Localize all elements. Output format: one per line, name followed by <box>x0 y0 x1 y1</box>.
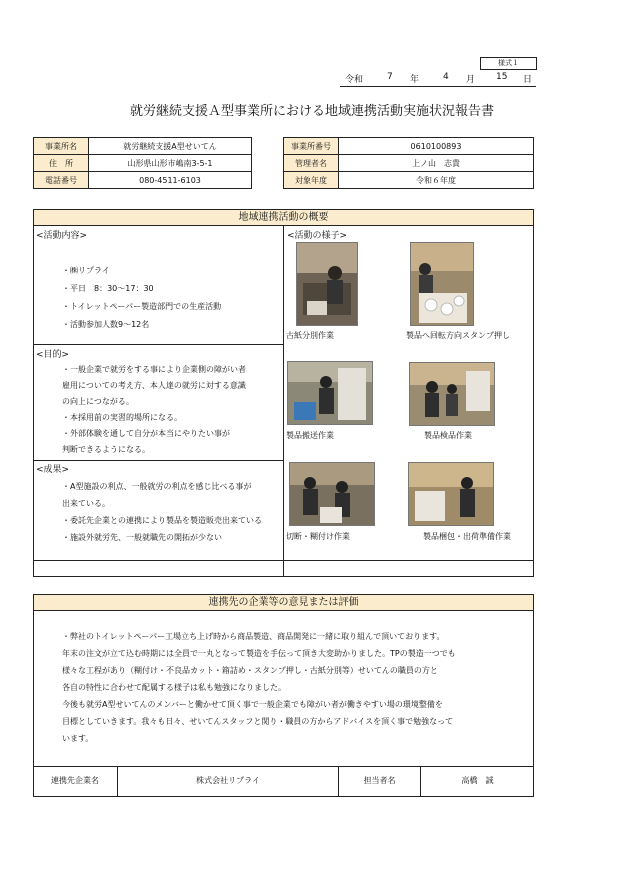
activity-photo <box>410 242 474 326</box>
evaluation-line: 様々な工程があり（糊付け・不良品カット・箱詰め・スタンプ押し・古紙分別等）せいてんの職員の方と <box>62 666 438 675</box>
list-item: ・トイレットペーパー製造部門での生産活動 <box>62 302 222 311</box>
address: 山形県山形市嶋南3-5-1 <box>89 155 252 172</box>
list-item: ・一般企業で就労をする事により企業側の障がい者 <box>62 365 246 374</box>
form-number: 様式１ <box>498 59 519 67</box>
activity-content-label: <活動内容> <box>36 231 88 241</box>
result-label: <成果> <box>36 465 70 475</box>
office-number-label: 事業所番号 <box>284 138 339 155</box>
date-month: 4 <box>443 72 449 82</box>
list-item: ・活動参加人数9～12名 <box>62 320 150 329</box>
purpose-label: <目的> <box>36 350 70 360</box>
photo-caption: 古紙分別作業 <box>286 331 334 340</box>
cutting-photo <box>290 463 374 525</box>
evaluation-line: 各自の特性に合わせて配属する様子は私も勉強になりました。 <box>62 683 286 692</box>
photo-caption: 製品梱包・出荷準備作業 <box>423 532 511 541</box>
manager: 上ノ山 志貴 <box>339 155 534 172</box>
transport-photo <box>288 362 372 424</box>
date-year: 7 <box>387 72 393 82</box>
activity-photo <box>289 462 375 526</box>
stamping-photo <box>411 243 473 325</box>
list-item: 判断できるようになる。 <box>62 445 150 454</box>
list-item: 雇用についての考え方、本人達の就労に対する意識 <box>62 381 246 390</box>
office-info-table-right <box>283 137 534 189</box>
list-item: ・施設外就労先、一般就職先の開拓が少ない <box>62 533 222 542</box>
photo-caption: 製品搬送作業 <box>286 431 334 440</box>
address-label: 住 所 <box>34 155 89 172</box>
date-era: 令和 <box>345 75 364 85</box>
date-month-unit: 月 <box>466 75 476 85</box>
target-year: 令和６年度 <box>339 172 534 189</box>
phone: 080-4511-6103 <box>89 172 252 189</box>
paper-sorting-photo <box>297 243 357 325</box>
photo-caption: 製品へ回転方向スタンプ押し <box>406 331 510 340</box>
purpose-list <box>62 362 246 458</box>
form-number-box <box>480 57 537 70</box>
photo-caption: 製品検品作業 <box>424 431 472 440</box>
list-item: 出来ている。 <box>62 499 110 508</box>
activity-photo <box>287 361 373 425</box>
office-name: 就労継続支援A型せいてん <box>89 138 252 155</box>
report-date <box>340 72 536 86</box>
contact-person-label: 担当者名 <box>363 776 396 785</box>
activity-content-list <box>62 262 221 334</box>
evaluation-line: 目標としていきます。我々も日々、せいてんスタッフと関り・職員の方からアドバイスを頂く事で勉強なって <box>62 717 454 726</box>
date-year-unit: 年 <box>410 75 420 85</box>
partner-company: 株式会社リプライ <box>196 776 260 785</box>
evaluation-line: ・弊社のトイレットペーパー工場立ち上げ時から商品製造、商品開発に一緒に取り組んで頂いております。 <box>62 632 445 641</box>
page-title: 就労継続支援Ａ型事業所における地域連携活動実施状況報告書 <box>129 104 494 119</box>
manager-label: 管理者名 <box>284 155 339 172</box>
activity-photo <box>409 362 495 426</box>
evaluation-header: 連携先の企業等の意見または評価 <box>33 594 534 611</box>
packing-photo <box>409 463 493 525</box>
target-year-label: 対象年度 <box>284 172 339 189</box>
photo-caption: 切断・糊付け作業 <box>286 532 350 541</box>
list-item: ・㈱リプライ <box>62 266 110 275</box>
photos-label: <活動の様子> <box>287 231 348 241</box>
partner-company-label: 連携先企業名 <box>51 776 99 785</box>
list-item: ・外部体験を通して自分が本当にやりたい事が <box>62 429 230 438</box>
list-item: ・平日 8：30～17：30 <box>62 284 154 293</box>
list-item: ・A型施設の利点、一般就労の利点を感じ比べる事が <box>62 482 252 491</box>
list-item: ・委託先企業との連携により製品を製造販売出来ている <box>62 516 262 525</box>
list-item: の向上につながる。 <box>62 397 134 406</box>
phone-label: 電話番号 <box>34 172 89 189</box>
office-name-label: 事業所名 <box>34 138 89 155</box>
date-day-unit: 日 <box>523 75 533 85</box>
evaluation-line: 年末の注文が立て込む時期には全員で一丸となって製造を手伝って頂き大変助かりました。TPの製造一つでも <box>62 649 456 658</box>
list-item: ・本採用前の実習的場所になる。 <box>62 413 182 422</box>
activity-photo <box>296 242 358 326</box>
evaluation-text <box>62 628 532 747</box>
inspection-photo <box>410 363 494 425</box>
evaluation-line: 今後も就労A型せいてんのメンバーと働かせて頂く事で一般企業でも障がい者が働きやすい場の環境整備を <box>62 700 443 709</box>
office-info-table <box>33 137 252 189</box>
activity-photo <box>408 462 494 526</box>
contact-person: 高橋 誠 <box>461 776 494 785</box>
office-number: 0610100893 <box>339 138 534 155</box>
evaluation-line: います。 <box>62 734 94 743</box>
result-list <box>62 478 262 546</box>
date-day: 15 <box>496 72 508 82</box>
overview-header: 地域連携活動の概要 <box>33 209 534 226</box>
